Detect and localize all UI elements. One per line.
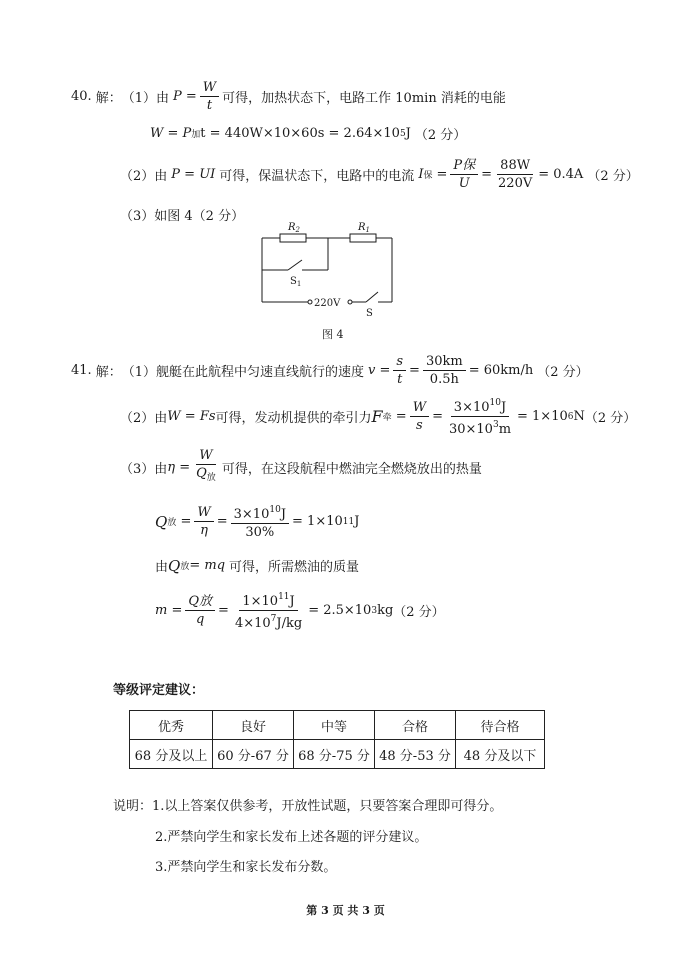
q41-p3-eta: η =	[167, 459, 191, 475]
resistor-r1	[350, 234, 376, 242]
q41-p2-frac1-den: s	[416, 418, 423, 433]
r1-label: $R_1$	[358, 222, 370, 234]
q41-p3-line2-a: 由	[155, 560, 169, 575]
q41-p3-frac-den-sub: 放	[206, 473, 216, 483]
q41-p1-text: 舰艇在此航程中匀速直线航行的速度	[155, 365, 364, 380]
q41-p2-frac2-num-a: 3×10	[453, 400, 490, 415]
q40-p2-text-b: 可得，保温状态下，电路中的电流	[219, 169, 415, 184]
q41-p3-m-frac2-den-sup: 7	[270, 614, 277, 624]
q41-p2-text-a: 由	[154, 411, 168, 426]
q40-p2-index: （2）	[120, 169, 155, 184]
notes-line-1	[113, 795, 502, 814]
q40-p1-score: （2 分）	[414, 128, 467, 143]
q41-p3-eq-frac2-num-sup: 10	[269, 505, 281, 515]
grading-header-cell: 良好	[213, 711, 294, 740]
grading-title: 等级评定建议：	[113, 683, 205, 698]
q40-p2-I-sub: 保	[423, 171, 433, 181]
q41-p2-text-b: 可得，发动机提供的牵引力	[215, 411, 372, 426]
switch-s1	[288, 260, 302, 270]
q41-p3-text-a: 由	[154, 461, 168, 477]
q41-p3-m: m =	[155, 603, 183, 618]
q41-p3-Q: Q	[155, 512, 168, 531]
q41-p3-line2-Q: Q	[168, 556, 181, 575]
q41-label: 解：	[95, 365, 122, 380]
q41-p3-m-fraction2	[232, 590, 305, 631]
q40-p1-text-b: 可得，加热状态下，电路工作 10min 消耗的电能	[222, 91, 506, 106]
q41-p2-frac2-den-sup: 3	[492, 420, 499, 430]
grading-value-cell: 60 分-67 分	[213, 740, 294, 769]
q40-part1-line	[71, 80, 506, 113]
notes-line-2	[155, 826, 427, 845]
q41-p1-frac2-num: 30km	[423, 354, 466, 371]
q41-p2-frac2-num-sup: 10	[489, 398, 501, 408]
q40-p1-text-a: 由	[155, 91, 169, 106]
q40-p2-result: = 0.4A	[538, 167, 584, 182]
notes-item: 3.严禁向学生和家长发布分数。	[155, 860, 337, 875]
q41-p2-score: （2 分）	[584, 411, 637, 426]
grading-header-cell: 待合格	[456, 711, 545, 740]
grading-value-row	[130, 740, 545, 769]
q41-number: 41.	[71, 363, 92, 378]
q40-p2-formula: P = UI	[171, 167, 216, 182]
q41-p3-m-fraction1	[185, 594, 215, 627]
q41-p1-v: v =	[368, 363, 391, 378]
q40-p2-frac1-den: U	[458, 176, 470, 191]
notes-item: 2.严禁向学生和家长发布上述各题的评分建议。	[155, 830, 428, 845]
q41-p3-m-result-a: = 2.5×10	[308, 603, 372, 618]
q41-p1-fraction2	[423, 354, 466, 387]
q40-p3-text: 如图 4（2 分）	[154, 209, 245, 224]
q40-p1-eq-sup: 5	[399, 128, 406, 139]
q41-p2-formula: W = Fs	[167, 409, 216, 424]
q41-p2-result-b: N	[573, 409, 585, 424]
q41-p3-eq-fraction1	[194, 505, 213, 538]
q40-number: 40.	[71, 89, 92, 104]
q41-p3-m-result-b: kg	[377, 603, 394, 618]
q41-p3-equation: Q 放 = $\frac{W}{\eta}$ = $\frac{3\times 10^{10}J}{30\%}$ = 1×10 11 J	[155, 505, 360, 540]
q41-p3-frac-num: W	[196, 448, 215, 465]
q41-p3-m-frac2-num-a: 1×10	[242, 594, 279, 609]
grading-header-cell: 优秀	[130, 711, 213, 740]
circuit-diagram	[250, 218, 410, 322]
q40-p1-eq-unit: J	[405, 126, 411, 141]
q41-p3-line2-formula: = mq	[189, 558, 226, 573]
q41-p3-m-frac2-den-a: 4×10	[234, 616, 271, 631]
q41-p2-index: （2）	[120, 411, 155, 426]
q40-p2-frac2-num: 88W	[497, 158, 533, 175]
q41-p3-m-frac1-den: q	[196, 612, 205, 627]
q41-p2-frac2-den-b: m	[498, 422, 512, 437]
q41-p3-line2-b: 可得，所需燃油的质量	[229, 560, 360, 575]
q41-p3-m-result-sup: 3	[371, 605, 378, 616]
q41-part2-line: （2） 由 W = Fs 可得，发动机提供的牵引力 F 牵 = $\frac{W}{s}$ = $\frac{3\times 10^{10}J}{30\times 10^3m}$ = 1×10 6 N （2 分）	[120, 398, 637, 437]
q41-p3-fraction	[193, 448, 219, 486]
grading-header-cell: 中等	[294, 711, 375, 740]
q41-p2-frac2-num-b: J	[500, 400, 507, 415]
q40-p1-equation	[150, 124, 466, 143]
q41-p1-index: （1）	[121, 365, 156, 380]
q40-p2-eq1: =	[436, 167, 448, 182]
q41-p3-m-frac1-num: Q放	[185, 594, 215, 611]
q40-p1-eq: W = P	[150, 126, 192, 141]
q40-part3-line	[120, 205, 244, 224]
q41-part1-line: 41. 解： （1） 舰艇在此航程中匀速直线航行的速度 v = $\frac{s}{t}$ = $\frac{30km}{0.5h}$ = 60km/h （2 分）	[71, 354, 589, 387]
q41-p2-fraction1	[410, 400, 429, 433]
switch-s	[366, 292, 378, 302]
q41-p3-mass-equation: m = $\frac{\text{Q放}}{q}$ = $\frac{1\times 10^{11}J}{4\times 10^7J/kg}$ = 2.5×10 3 kg （2 分）	[155, 592, 445, 631]
q41-p2-F: F	[371, 407, 383, 426]
grading-value-cell: 48 分-53 分	[375, 740, 456, 769]
q41-p3-line2-Q-sub: 放	[180, 562, 190, 572]
q40-p1-frac-num: W	[200, 80, 219, 97]
q40-p1-fraction	[200, 80, 219, 113]
q41-p3-eq-result-sup: 11	[342, 516, 355, 527]
q41-p2-result-sup: 6	[567, 411, 574, 422]
q40-p2-frac1-num: P保	[450, 158, 478, 175]
s-label: S	[366, 308, 373, 319]
q40-p1-eq-rest: t = 440W×10×60s = 2.64×10	[200, 126, 400, 141]
q41-p1-frac2-den: 0.5h	[429, 372, 459, 387]
q40-p3-index: （3）	[120, 209, 155, 224]
q40-p1-formula-lhs: P =	[173, 89, 197, 104]
q41-p3-score: （2 分）	[393, 605, 445, 620]
notes-item: 1.以上答案仅供参考，开放性试题，只要答案合理即可得分。	[152, 799, 503, 814]
q40-p1-eq-sub: 加	[191, 130, 201, 140]
grading-value-cell: 48 分及以下	[456, 740, 545, 769]
q41-p3-frac-den: Q	[196, 466, 207, 481]
q41-p3-index: （3）	[120, 461, 155, 477]
q41-p1-frac1-den: t	[397, 372, 403, 387]
q41-p3-line2	[155, 556, 359, 575]
q41-p2-fraction2	[446, 396, 514, 437]
grading-header-row	[130, 711, 545, 740]
grading-header-cell: 合格	[375, 711, 456, 740]
q41-p1-result: = 60km/h	[468, 363, 534, 378]
grading-value-cell: 68 分及以上	[130, 740, 213, 769]
q41-p2-frac2-den-a: 30×10	[448, 422, 493, 437]
r2-label: $R_2$	[288, 222, 300, 234]
q41-p3-m-frac2-den-b: J/kg	[276, 616, 303, 631]
q40-p2-score: （2 分）	[587, 169, 639, 184]
q41-p2-F-sub: 牵	[382, 413, 392, 423]
voltage-label: 220V	[314, 298, 341, 309]
q40-p2-frac2-den: 220V	[498, 176, 533, 191]
q41-p3-eq-result-a: = 1×10	[292, 514, 343, 529]
q41-p1-frac1-num: s	[393, 354, 406, 371]
q40-label: 解：	[95, 91, 122, 106]
s1-label: $S_1$	[290, 276, 302, 288]
q41-p3-m-frac2-num-sup: 11	[278, 592, 290, 602]
q41-p2-result-a: = 1×10	[517, 409, 568, 424]
q40-p1-frac-den: t	[206, 98, 213, 113]
q41-p3-text-b: 可得，在这段航程中燃油完全燃烧放出的热量	[221, 461, 482, 477]
grading-value-cell: 68 分-75 分	[294, 740, 375, 769]
q41-p2-frac1-num: W	[410, 400, 429, 417]
q40-part2-line: （2） 由 P = UI 可得，保温状态下，电路中的电流 I 保 = $\frac{\text{P保}}{U}$ = $\frac{88W}{220V}$ = 0.4A （2 分）	[120, 158, 639, 191]
figure-caption: 图 4	[322, 328, 344, 341]
notes-line-3	[155, 856, 336, 875]
q40-p1-index: （1）	[121, 91, 156, 106]
q41-p3-eq-frac2-num-b: J	[280, 507, 287, 522]
q40-p2-I: I	[418, 167, 424, 182]
q41-p3-Q-sub: 放	[167, 518, 177, 528]
q41-p3-m-frac2-num-b: J	[289, 594, 295, 609]
page-footer: 第 3 页 共 3 页	[306, 904, 385, 917]
q41-p1-fraction1	[393, 354, 406, 387]
grading-table	[129, 710, 545, 769]
q40-p2-fraction2	[495, 158, 535, 191]
q40-p2-text-a: 由	[154, 169, 168, 184]
q41-p3-eq-frac2-den: 30%	[245, 525, 275, 540]
q41-p3-eq-frac2-num-a: 3×10	[233, 507, 270, 522]
q41-p1-score: （2 分）	[537, 365, 589, 380]
q41-p3-eq-fraction2	[231, 503, 289, 540]
q41-p3-eq-frac1-den: η	[200, 523, 208, 538]
resistor-r2	[280, 234, 306, 242]
q41-p3-eq-frac1-num: W	[194, 505, 213, 522]
notes-label: 说明：	[113, 799, 153, 814]
q41-p3-eq-result-b: J	[354, 514, 360, 529]
q41-part3-line	[120, 448, 482, 486]
q40-p2-fraction1	[450, 158, 478, 191]
